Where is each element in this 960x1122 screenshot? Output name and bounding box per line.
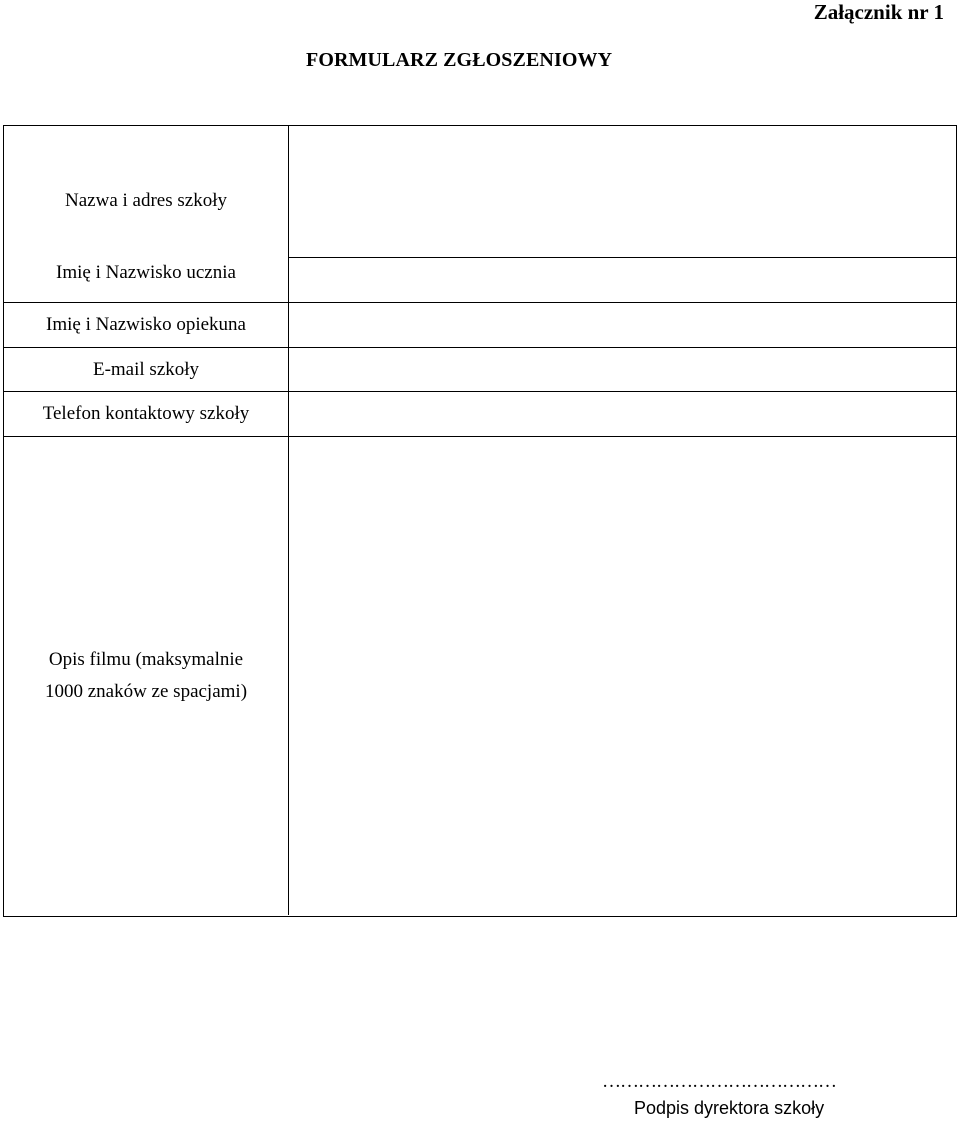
form-row-student-name [4,257,956,302]
application-form-table [3,125,957,917]
attachment-label: Załącznik nr 1 [813,0,944,24]
field-student-name[interactable] [289,257,956,303]
form-row-school-phone [4,391,956,436]
field-school-name-address[interactable] [289,126,956,257]
form-row-guardian-name [4,302,956,347]
form-row-school-email [4,347,956,391]
form-row-school-name-address [4,126,956,257]
signature-line: ………………………………… [602,1071,836,1092]
label-film-description-line1: Opis filmu (maksymalnie [48,649,244,670]
field-school-phone[interactable] [289,392,956,436]
signature-label: Podpis dyrektora szkoły [634,1098,825,1118]
label-school-name-address: Nazwa i adres szkoły [4,126,289,257]
form-row-film-description [4,436,956,915]
field-guardian-name[interactable] [289,303,956,347]
label-student-name: Imię i Nazwisko ucznia [4,257,289,302]
field-film-description[interactable] [289,437,956,915]
label-school-email: E-mail szkoły [4,348,289,391]
label-film-description [4,437,289,915]
label-school-phone: Telefon kontaktowy szkoły [4,392,289,436]
field-school-email[interactable] [289,348,956,391]
label-guardian-name: Imię i Nazwisko opiekuna [4,303,289,347]
label-film-description-line2: 1000 znaków ze spacjami) [44,681,248,702]
form-title: FORMULARZ ZGŁOSZENIOWY [306,49,613,71]
